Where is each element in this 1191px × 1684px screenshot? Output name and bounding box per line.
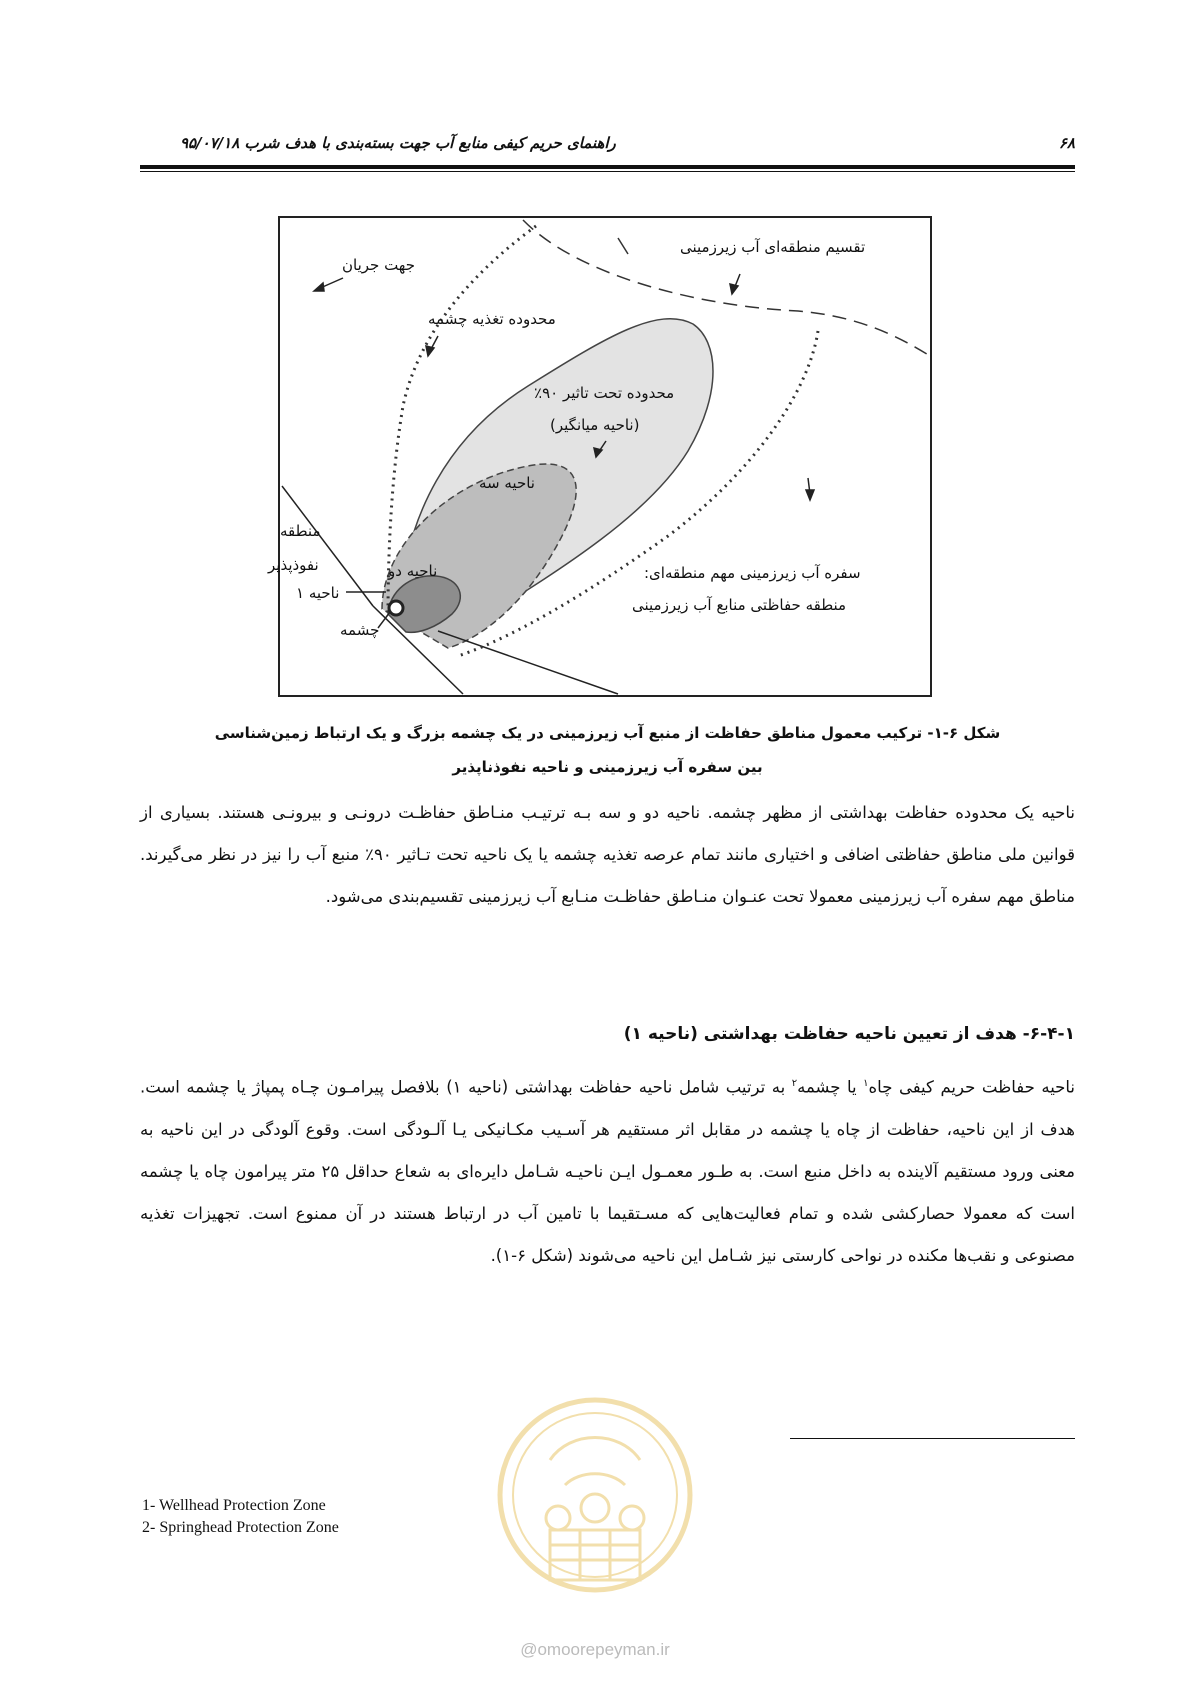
label-aquifer-line1: سفره آب زیرزمینی مهم منطقه‌ای:	[644, 564, 861, 582]
paragraph-zone-one	[140, 1063, 1075, 1277]
running-title	[140, 134, 616, 152]
p2-part1: ناحیه حفاظت حریم کیفی چاه	[868, 1077, 1076, 1097]
page-header	[140, 128, 1075, 168]
watermark-text: @omoorepeyman.ir	[520, 1640, 670, 1659]
paragraph-zones	[140, 792, 1075, 918]
p2-part2: یا چشمه	[797, 1077, 864, 1097]
footnote-ref-2[interactable]: ۲	[791, 1078, 798, 1089]
label-zone-one: ناحیه ۱	[296, 584, 340, 602]
watermark-logo	[480, 1390, 710, 1610]
protection-zones-figure	[268, 216, 932, 697]
label-zone-two: ناحیه دو	[388, 562, 438, 580]
label-zone-three: ناحیه سه	[479, 474, 535, 492]
label-aquifer-line2: منطقه حفاظتی منابع آب زیرزمینی	[632, 596, 847, 614]
header-title: راهنمای حریم کیفی منابع آب جهت بسته‌بندی با هدف شرب	[244, 134, 616, 152]
label-groundwater-division: تقسیم منطقه‌ای آب زیرزمینی	[680, 238, 866, 256]
paragraph-zones-text: ناحیه یک محدوده حفاظت بهداشتی از مظهر چشمه. ناحیه دو و سه بـه ترتیـب منـاطق حفاظـت درونـی و بیرونـی هستند. بسیاری از قوانین ملی مناطق حفاظتی اضافی و اختیاری مانند تمام عرصه تغذیه چشمه یا یک ناحیه تحت تـاثیر ۹۰٪ منبع آب را نیز در نظر می‌گیرند. مناطق مهم سفره آب زیرزمینی معمولا تحت عنـوان منـاطق حفاظـت منـابع آب زیرزمینی تقسیم‌بندی می‌شود.	[140, 803, 1075, 906]
label-spring-recharge: محدوده تغذیه چشمه	[428, 310, 556, 328]
label-mean-zone: (ناحیه میانگیر)	[550, 416, 640, 434]
figure-caption-line1: شکل ۶-۱- ترکیب معمول مناطق حفاظت از منبع آب زیرزمینی در یک چشمه بزرگ و یک ارتباط زمین‌شناسی	[214, 724, 1001, 742]
footnotes	[142, 1495, 339, 1539]
label-flow-direction: جهت جریان	[342, 256, 415, 274]
header-date: ۹۵/۰۷/۱۸	[180, 134, 240, 152]
label-spring: چشمه	[340, 621, 380, 639]
paragraph-zone-one-text	[140, 1063, 1075, 1277]
label-permeable-line2: نفوذپذیر	[268, 556, 319, 574]
header-rule-thin	[140, 171, 1075, 172]
p2-part3: به ترتیب شامل ناحیه حفاظت بهداشتی (ناحیه ۱) بلافصل پیرامـون چـاه پمپاژ یا چشمه است. هدف از این ناحیه، حفاظت از چاه یا چشمه در مقابل اثر مستقیم هر آسـیب مکـانیکی یـا آلـودگی است. وقوع آلودگی در این ناحیه به معنی ورود مستقیم آلاینده به داخل منبع است. به طـور معمـول ایـن ناحیـه شـامل دایره‌ای به شعاع حداقل ۲۵ متر پیرامون چاه یا چشمه است که معمولا حصارکشی شده و تمام فعالیت‌هایی که مسـتقیما با تامین آب در ارتباط هستند در آن ممنوع است. تجهیزات تغذیه مصنوعی و نقب‌ها مکنده در نواحی کارستی نیز شـامل این ناحیه می‌شوند (شکل ۶-۱).	[140, 1077, 1075, 1265]
spring-point	[389, 601, 403, 615]
footnote-2: 2- Springhead Protection Zone	[142, 1519, 339, 1536]
footnote-rule	[790, 1438, 1075, 1439]
footnote-ref-1[interactable]: ۱	[863, 1078, 869, 1089]
section-heading: ۶-۴-۱- هدف از تعیین ناحیه حفاظت بهداشتی (ناحیه ۱)	[623, 1024, 1075, 1044]
header-rule-thick	[140, 165, 1075, 169]
footnote-1: 1- Wellhead Protection Zone	[142, 1497, 326, 1514]
label-permeable-line1: منطقه	[280, 522, 321, 540]
figure-caption-line2: بین سفره آب زیرزمینی و ناحیه نفوذناپذیر	[452, 758, 763, 776]
page-number: ۶۸	[1058, 134, 1075, 152]
label-impact-90: محدوده تحت تاثیر ۹۰٪	[534, 384, 675, 402]
